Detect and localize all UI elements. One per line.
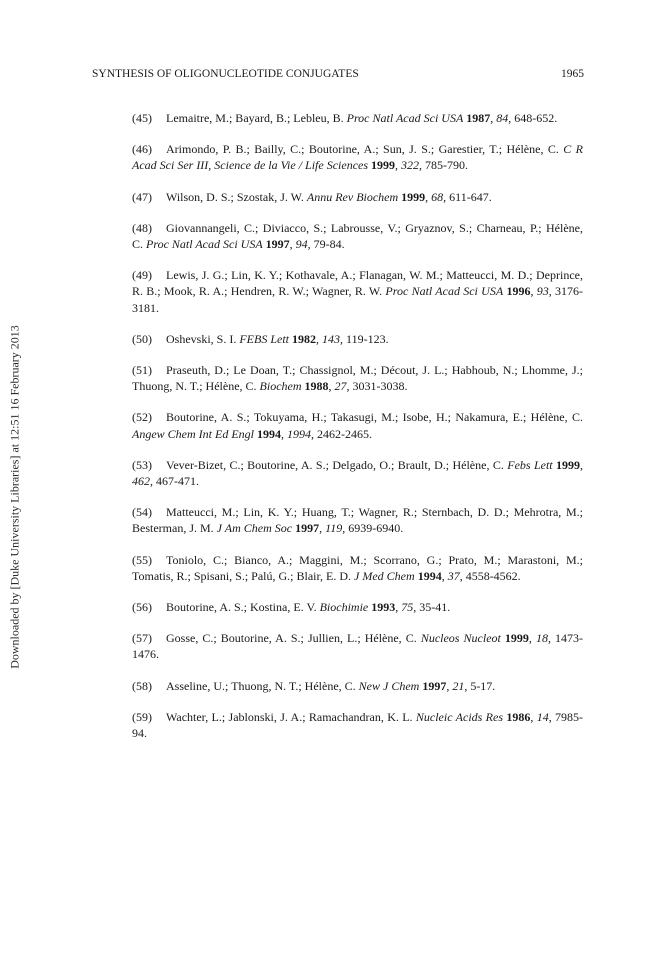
reference-authors: Wachter, L.; Jablonski, J. A.; Ramachandran, K. L. [166,709,413,724]
reference-item: (55) Toniolo, C.; Bianco, A.; Maggini, M.; Scorrano, G.; Prato, M.; Marastoni, M.; Tomatis, R.; Spisani, S.; Palú, G.; Blair, E. D. J Med Chem 1994, 37, 4558-4562. [132,552,583,583]
reference-item: (51) Praseuth, D.; Le Doan, T.; Chassignol, M.; Décout, J. L.; Habhoub, N.; Lhomme, J.; Thuong, N. T.; Hélène, C. Biochem 1988, 27, 3031-3038. [132,363,583,394]
reference-number: (45) [132,111,152,125]
reference-volume: 84 [496,111,509,125]
reference-volume: 68 [431,189,444,204]
reference-volume: 119 [325,521,343,536]
reference-number: (59) [132,709,152,724]
reference-number: (51) [132,363,152,378]
reference-authors: Oshevski, S. I. [166,331,237,346]
reference-item: (53) Vever-Bizet, C.; Boutorine, A. S.; Delgado, O.; Brault, D.; Hélène, C. Febs Lett 1999, 462, 467-471. [132,457,584,489]
reference-number: (55) [132,552,152,567]
reference-year: 1999 [371,158,396,173]
download-notice [8,298,22,696]
reference-journal: J Med Chem [354,568,415,583]
reference-journal: Biochem [259,379,302,394]
reference-journal: J Am Chem Soc [216,521,293,536]
reference-authors: Matteucci, M.; Lin, K. Y.; Huang, T.; Wagner, R.; Sternbach, D. D.; Mehrotra, M.; Besterman, J. M. [132,505,583,536]
reference-year: 1997 [265,237,290,252]
reference-pages: 35-41. [419,600,451,615]
reference-pages: 611-647. [449,189,492,204]
reference-authors: Gosse, C.; Boutorine, A. S.; Jullien, L.; Hélène, C. [166,631,417,646]
reference-volume: 27 [334,379,347,394]
reference-number: (57) [132,631,152,646]
reference-year: 1982 [292,331,317,346]
reference-year: 1993 [371,600,396,615]
reference-number: (49) [132,268,152,283]
reference-item: (46) Arimondo, P. B.; Bailly, C.; Boutorine, A.; Sun, J. S.; Garestier, T.; Hélène, C. C R Acad Sci Ser III, Science de la Vie / Life Sciences 1999, 322, 785-790. [132,142,584,173]
reference-journal: Proc Natl Acad Sci USA [346,111,464,125]
reference-authors: Lewis, J. G.; Lin, K. Y.; Kothavale, A.; Flanagan, W. M.; Matteucci, M. D.; Deprince, R. B.; Mook, R. A.; Hendren, R. W.; Wagner, R. W. [132,268,583,299]
reference-number: (58) [132,678,152,693]
reference-authors: Boutorine, A. S.; Kostina, E. V. [166,600,317,615]
reference-year: 1986 [506,709,531,724]
reference-journal: Nucleic Acids Res [415,709,503,724]
reference-year: 1994 [417,568,442,583]
reference-number: (48) [132,220,152,235]
reference-journal: Nucleos Nucleot [420,631,501,646]
reference-volume: 37 [447,568,460,583]
reference-volume: 1994 [286,426,311,441]
reference-pages: 5-17. [470,678,496,693]
reference-year: 1999 [556,457,581,472]
reference-pages: 467-471. [156,474,199,489]
reference-volume: 94 [295,237,308,252]
reference-pages: 785-790. [425,158,469,173]
reference-journal: Biochimie [319,600,369,615]
reference-pages: 7985-94. [132,709,584,741]
reference-authors: Giovannangeli, C.; Diviacco, S.; Labrousse, V.; Gryaznov, S.; Charneau, P.; Hélène, C. [132,220,583,252]
reference-journal: Angew Chem Int Ed Engl [132,426,254,441]
reference-number: (50) [132,331,152,346]
download-notice-text: Downloaded by [Duke University Libraries] at 12:51 16 February 2013 [7,325,22,669]
reference-authors: Wilson, D. S.; Szostak, J. W. [166,189,304,204]
page-number: 1965 [561,68,584,80]
reference-year: 1994 [256,426,281,441]
reference-year: 1997 [295,521,320,536]
reference-journal: New J Chem [358,678,420,693]
reference-authors: Praseuth, D.; Le Doan, T.; Chassignol, M.; Décout, J. L.; Habhoub, N.; Lhomme, J.; Thuong, N. T.; Hélène, C. [132,363,583,394]
reference-pages: 79-84. [313,237,345,252]
reference-volume: 462 [132,474,150,489]
reference-number: (54) [132,505,152,520]
reference-item: (52) Boutorine, A. S.; Tokuyama, H.; Takasugi, M.; Isobe, H.; Nakamura, E.; Hélène, C. Angew Chem Int Ed Engl 1994, 1994, 2462-2465. [132,410,583,441]
reference-authors: Arimondo, P. B.; Bailly, C.; Boutorine, A.; Sun, J. S.; Garestier, T.; Hélène, C. [166,142,559,157]
reference-pages: 1473-1476. [132,631,584,662]
reference-list [132,110,583,756]
reference-journal: C R Acad Sci Ser III, Science de la Vie / Life Sciences [132,142,584,173]
reference-volume: 143 [322,331,341,346]
reference-item: (49) Lewis, J. G.; Lin, K. Y.; Kothavale, A.; Flanagan, W. M.; Matteucci, M. D.; Deprince, R. B.; Mook, R. A.; Hendren, R. W.; Wagner, R. W. Proc Natl Acad Sci USA 1996, 93, 3176-3181. [132,268,584,315]
reference-item: (59) Wachter, L.; Jablonski, J. A.; Ramachandran, K. L. Nucleic Acids Res 1986, 14, 7985-94. [132,709,584,741]
reference-pages: 2462-2465. [316,426,372,441]
reference-year: 1999 [401,189,426,204]
reference-year: 1988 [304,379,329,394]
reference-item: (54) Matteucci, M.; Lin, K. Y.; Huang, T.; Wagner, R.; Sternbach, D. D.; Mehrotra, M.; Besterman, J. M. J Am Chem Soc 1997, 119, 6939-6940. [132,505,583,536]
reference-pages: 119-123. [346,331,389,346]
reference-authors: Lemaitre, M.; Bayard, B.; Lebleu, B. [166,111,344,125]
reference-item: (56) Boutorine, A. S.; Kostina, E. V. Biochimie 1993, 75, 35-41. [132,600,451,615]
reference-volume: 75 [401,600,414,615]
reference-year: 1987 [466,111,491,125]
reference-year: 1996 [506,284,531,299]
reference-item: (58) Asseline, U.; Thuong, N. T.; Hélène, C. New J Chem 1997, 21, 5-17. [132,678,496,693]
reference-pages: 3176-3181. [132,284,584,315]
reference-authors: Toniolo, C.; Bianco, A.; Maggini, M.; Scorrano, G.; Prato, M.; Marastoni, M.; Tomatis, R.; Spisani, S.; Palú, G.; Blair, E. D. [132,552,583,583]
reference-authors: Asseline, U.; Thuong, N. T.; Hélène, C. [166,678,356,693]
reference-number: (47) [132,189,152,204]
reference-pages: 6939-6940. [348,521,404,536]
reference-journal: FEBS Lett [239,331,290,346]
reference-item: (47) Wilson, D. S.; Szostak, J. W. Annu Rev Biochem 1999, 68, 611-647. [132,189,492,204]
reference-number: (56) [132,600,152,615]
running-title: SYNTHESIS OF OLIGONUCLEOTIDE CONJUGATES [92,68,359,80]
reference-item: (50) Oshevski, S. I. FEBS Lett 1982, 143, 119-123. [132,331,389,346]
reference-number: (46) [132,142,152,157]
running-head [92,68,584,80]
reference-number: (53) [132,457,152,472]
reference-journal: Proc Natl Acad Sci USA [146,237,263,252]
reference-authors: Vever-Bizet, C.; Boutorine, A. S.; Delgado, O.; Brault, D.; Hélène, C. [166,457,504,472]
reference-item: (45) Lemaitre, M.; Bayard, B.; Lebleu, B. Proc Natl Acad Sci USA 1987, 84, 648-652. [132,111,558,125]
reference-volume: 322 [401,158,420,173]
reference-journal: Proc Natl Acad Sci USA [385,284,504,299]
reference-pages: 4558-4562. [465,568,521,583]
reference-authors: Boutorine, A. S.; Tokuyama, H.; Takasugi, M.; Isobe, H.; Nakamura, E.; Hélène, C. [166,410,583,425]
reference-number: (52) [132,410,152,425]
reference-journal: Febs Lett [507,457,553,472]
reference-item: (48) Giovannangeli, C.; Diviacco, S.; Labrousse, V.; Gryaznov, S.; Charneau, P.; Hélène, C. Proc Natl Acad Sci USA 1997, 94, 79-84. [132,220,583,252]
reference-volume: 14 [536,709,549,724]
reference-volume: 21 [452,678,465,693]
reference-year: 1999 [504,631,529,646]
reference-pages: 3031-3038. [352,379,408,394]
reference-journal: Annu Rev Biochem [306,189,399,204]
reference-item: (57) Gosse, C.; Boutorine, A. S.; Jullien, L.; Hélène, C. Nucleos Nucleot 1999, 18, 1473-1476. [132,631,584,662]
reference-volume: 18 [535,631,548,646]
reference-pages: 648-652. [514,111,558,125]
reference-year: 1997 [422,678,447,693]
reference-volume: 93 [536,284,549,299]
